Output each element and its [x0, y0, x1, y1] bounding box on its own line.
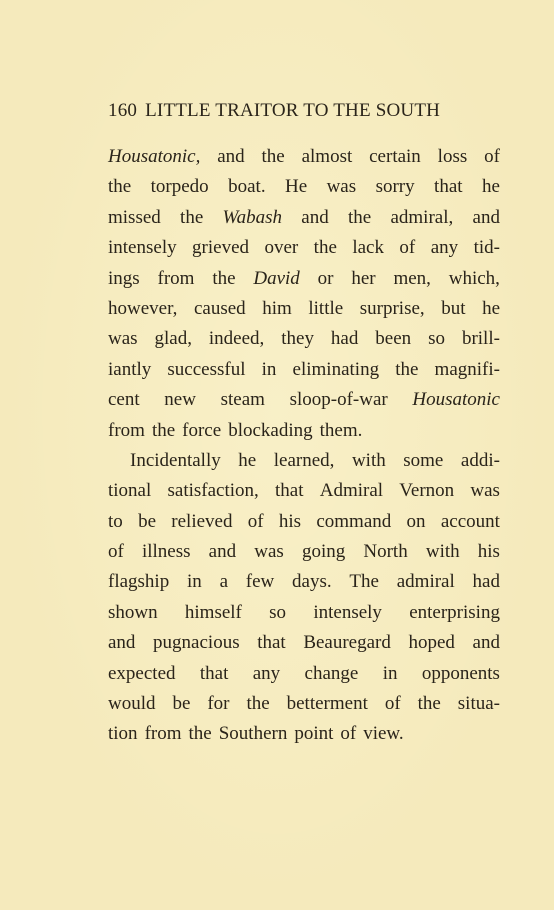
word: brill- — [461, 328, 500, 350]
text-line — [108, 233, 500, 263]
word: point — [294, 723, 334, 745]
word: himself — [184, 601, 242, 623]
word: addi- — [460, 449, 500, 471]
word: intensely — [313, 601, 382, 623]
word: would — [108, 693, 156, 715]
word: him — [262, 297, 292, 319]
word: force — [182, 419, 222, 441]
word: be — [172, 693, 191, 715]
text-line — [108, 507, 500, 537]
text-line — [108, 294, 500, 324]
word: indeed, — [208, 328, 265, 350]
word: and — [108, 632, 136, 654]
word: grieved — [192, 237, 250, 259]
word: from — [157, 267, 195, 289]
text-line — [108, 385, 500, 415]
word: Vernon — [399, 480, 455, 502]
word: in — [382, 662, 398, 684]
word: torpedo — [150, 176, 209, 198]
word: tional — [108, 480, 152, 502]
word: but — [441, 297, 466, 319]
italic-word: Housatonic — [412, 389, 500, 411]
word: situa- — [457, 693, 500, 715]
word: and — [217, 146, 245, 167]
word: going — [301, 541, 346, 563]
word: Incidentally — [130, 449, 221, 471]
text-line — [108, 719, 500, 749]
word: iantly — [108, 358, 152, 380]
word: and — [301, 206, 329, 228]
word: intensely — [108, 237, 177, 259]
word: that — [434, 176, 463, 198]
word: ings — [108, 267, 140, 289]
word: flagship — [108, 571, 170, 593]
word: shown — [108, 601, 158, 623]
word: had — [472, 571, 500, 593]
word: few — [245, 571, 275, 593]
word: in — [261, 358, 277, 380]
word: the — [212, 267, 236, 289]
running-title: LITTLE TRAITOR TO THE SOUTH — [145, 100, 441, 121]
word: with — [425, 541, 460, 563]
word: cent — [108, 389, 140, 411]
word: caused — [193, 297, 246, 319]
italic-word: Wabash — [222, 206, 283, 228]
word: he — [482, 297, 500, 319]
italic-word: David — [253, 267, 300, 289]
word: steam — [220, 389, 265, 411]
word: had — [330, 328, 359, 350]
word: view. — [363, 723, 404, 745]
word: the — [108, 176, 132, 198]
word: over — [264, 237, 299, 259]
word: relieved — [171, 510, 233, 532]
word: of — [484, 146, 500, 167]
word: or — [317, 267, 334, 289]
word: was — [326, 176, 357, 198]
word: sloop-of-war — [289, 389, 388, 411]
word: of — [247, 510, 264, 532]
running-header — [108, 100, 500, 122]
word: the — [417, 693, 441, 715]
word: tid- — [473, 237, 500, 259]
word: certain — [369, 146, 421, 167]
word: some — [403, 449, 444, 471]
word: boat. — [228, 176, 266, 198]
word: betterment — [286, 693, 368, 715]
text-line — [108, 142, 500, 172]
word: from — [108, 419, 145, 441]
word: sorry — [375, 176, 415, 198]
word: so — [269, 601, 287, 623]
word: his — [278, 510, 302, 532]
word: of — [108, 541, 124, 563]
word: that — [199, 662, 229, 684]
word: expected — [108, 662, 176, 684]
word: command — [316, 510, 392, 532]
italic-word: Housatonic, — [108, 146, 201, 167]
text-line — [108, 355, 500, 385]
word: and — [208, 541, 237, 563]
text-line — [108, 264, 500, 294]
text-line — [108, 689, 500, 719]
word: admiral, — [390, 206, 454, 228]
word: Beauregard — [303, 632, 391, 654]
word: pugnacious — [153, 632, 240, 654]
word: been — [375, 328, 412, 350]
word: for — [207, 693, 230, 715]
word: was — [254, 541, 284, 563]
word: little — [308, 297, 344, 319]
word: of — [399, 237, 416, 259]
text-line — [108, 446, 500, 476]
word: almost — [301, 146, 353, 167]
word: change — [304, 662, 359, 684]
word: the — [395, 358, 419, 380]
word: hoped — [408, 632, 455, 654]
word: that — [275, 480, 304, 502]
word: opponents — [421, 662, 500, 684]
word: the — [261, 146, 285, 167]
word: any — [252, 662, 281, 684]
word: the — [347, 206, 372, 228]
word: on — [406, 510, 426, 532]
word: lack — [352, 237, 384, 259]
word: he — [238, 449, 257, 471]
word: men, — [393, 267, 431, 289]
word: the — [188, 723, 212, 745]
word: them. — [319, 419, 363, 441]
word: blockading — [228, 419, 313, 441]
word: in — [187, 571, 202, 593]
word: days. — [292, 571, 332, 593]
word: missed — [108, 206, 161, 228]
text-line — [108, 567, 500, 597]
word: any — [430, 237, 459, 259]
word: the — [246, 693, 270, 715]
page-number: 160 — [108, 100, 138, 121]
body-text — [108, 142, 500, 750]
word: from — [144, 723, 182, 745]
word: his — [477, 541, 500, 563]
word: they — [281, 328, 314, 350]
word: her — [351, 267, 376, 289]
text-line — [108, 324, 500, 354]
word: the — [313, 237, 337, 259]
text-line — [108, 598, 500, 628]
word: that — [257, 632, 286, 654]
word: new — [164, 389, 196, 411]
word: Southern — [218, 723, 288, 745]
word: successful — [167, 358, 246, 380]
word: He — [285, 176, 308, 198]
word: learned, — [273, 449, 335, 471]
word: to — [108, 510, 123, 532]
word: was — [470, 480, 500, 502]
word: was — [108, 328, 138, 350]
word: so — [428, 328, 445, 350]
word: he — [481, 176, 500, 198]
word: admiral — [396, 571, 455, 593]
word: a — [219, 571, 228, 593]
word: enterprising — [409, 601, 500, 623]
text-line — [108, 628, 500, 658]
word: illness — [141, 541, 191, 563]
word: magnifi- — [434, 358, 500, 380]
word: which, — [448, 267, 500, 289]
word: eliminating — [292, 358, 380, 380]
text-line — [108, 476, 500, 506]
text-line — [108, 172, 500, 202]
word: the — [180, 206, 204, 228]
text-line — [108, 659, 500, 689]
word: North — [363, 541, 408, 563]
word: glad, — [154, 328, 192, 350]
word: satisfaction, — [167, 480, 259, 502]
word: however, — [108, 297, 178, 319]
word: with — [351, 449, 386, 471]
text-line — [108, 537, 500, 567]
word: Admiral — [319, 480, 384, 502]
word: of — [384, 693, 401, 715]
text-line — [108, 416, 500, 446]
word: the — [151, 419, 176, 441]
text-line — [108, 203, 500, 233]
word: tion — [108, 723, 138, 745]
word: and — [472, 206, 500, 228]
word: The — [349, 571, 379, 593]
word: of — [340, 723, 357, 745]
word: and — [472, 632, 500, 654]
word: loss — [437, 146, 468, 167]
word: be — [138, 510, 156, 532]
word: account — [440, 510, 500, 532]
word: surprise, — [359, 297, 425, 319]
